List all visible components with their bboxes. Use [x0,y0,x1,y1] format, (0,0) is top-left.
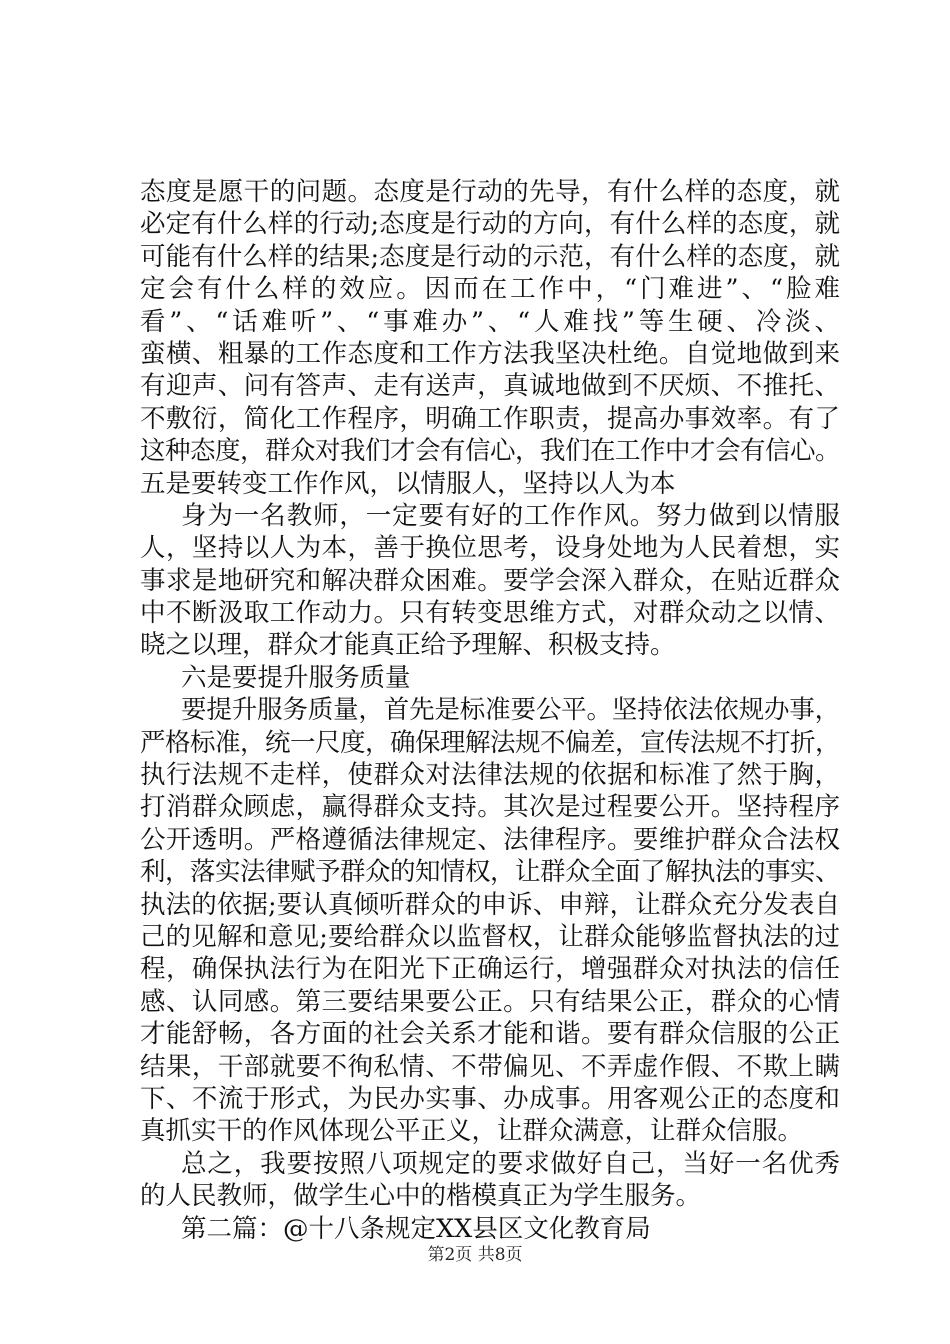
text-line: 定会有什么样的效应。因而在工作中，“门难进”、“脸难 [140,274,840,305]
text-line: 这种态度，群众对我们才会有信心，我们在工作中才会有信心。 [140,436,840,467]
text-line: 公开透明。严格遵循法律规定、法律程序。要维护群众合法权 [140,824,840,855]
document-body [140,176,840,1245]
section-heading-five: 五是要转变工作作风，以情服人，坚持以人为本 [140,468,676,499]
text-line: 己的见解和意见;要给群众以监督权，让群众能够监督执法的过 [140,921,840,952]
text-line: 看”、“话难听”、“事难办”、“人难找”等生硬、冷淡、 [140,306,840,337]
text-line: 事求是地研究和解决群众困难。要学会深入群众，在贴近群众 [140,565,840,596]
text-line: 程，确保执法行为在阳光下正确运行，增强群众对执法的信任 [140,954,840,985]
text-line: 可能有什么样的结果;态度是行动的示范，有什么样的态度，就 [140,241,840,272]
text-line: 不敷衍，简化工作程序，明确工作职责，提高办事效率。有了 [140,403,840,434]
text-line: 才能舒畅，各方面的社会关系才能和谐。要有群众信服的公正 [140,1019,840,1050]
text-line: 执法的依据;要认真倾听群众的申诉、申辩，让群众充分发表自 [140,889,840,920]
text-line: 的人民教师，做学生心中的楷模真正为学生服务。 [140,1181,702,1212]
text-line: 下、不流于形式，为民办实事、办成事。用客观公正的态度和 [140,1083,840,1114]
text-line: 身为一名教师，一定要有好的工作作风。努力做到以情服 [181,500,840,531]
text-line: 执行法规不走样，使群众对法律法规的依据和标准了然于胸， [140,760,840,791]
text-line: 有迎声、问有答声、走有送声，真诚地做到不厌烦、不推托、 [140,371,840,402]
text-line: 中不断汲取工作动力。只有转变思维方式，对群众动之以情、 [140,598,840,629]
text-line: 晓之以理，群众才能真正给予理解、积极支持。 [140,630,676,661]
page-number: 第2页 共8页 [427,1245,523,1265]
text-line: 打消群众顾虑，赢得群众支持。其次是过程要公开。坚持程序 [140,792,840,823]
text-line: 蛮横、粗暴的工作态度和工作方法我坚决杜绝。自觉地做到来 [140,338,840,369]
text-line: 要提升服务质量，首先是标准要公平。坚持依法依规办事， [181,695,840,726]
text-line: 结果，干部就要不徇私情、不带偏见、不弄虚作假、不欺上瞒 [140,1051,840,1082]
text-line: 态度是愿干的问题。态度是行动的先导，有什么样的态度，就 [140,177,840,207]
text-line: 必定有什么样的行动;态度是行动的方向，有什么样的态度，就 [140,209,840,240]
text-line: 利，落实法律赋予群众的知情权，让群众全面了解执法的事实、 [140,857,840,888]
chapter-heading: 第二篇：@十八条规定XX县区文化教育局 [181,1213,651,1244]
text-line: 人，坚持以人为本，善于换位思考，设身处地为人民着想，实 [140,533,840,564]
text-line: 感、认同感。第三要结果要公正。只有结果公正，群众的心情 [140,986,840,1017]
text-line: 真抓实干的作风体现公平正义，让群众满意，让群众信服。 [140,1116,804,1147]
text-line: 严格标准，统一尺度，确保理解法规不偏差，宣传法规不打折， [140,727,840,758]
section-heading-six: 六是要提升服务质量 [181,662,411,693]
text-line: 总之，我要按照八项规定的要求做好自己，当好一名优秀 [181,1148,840,1179]
